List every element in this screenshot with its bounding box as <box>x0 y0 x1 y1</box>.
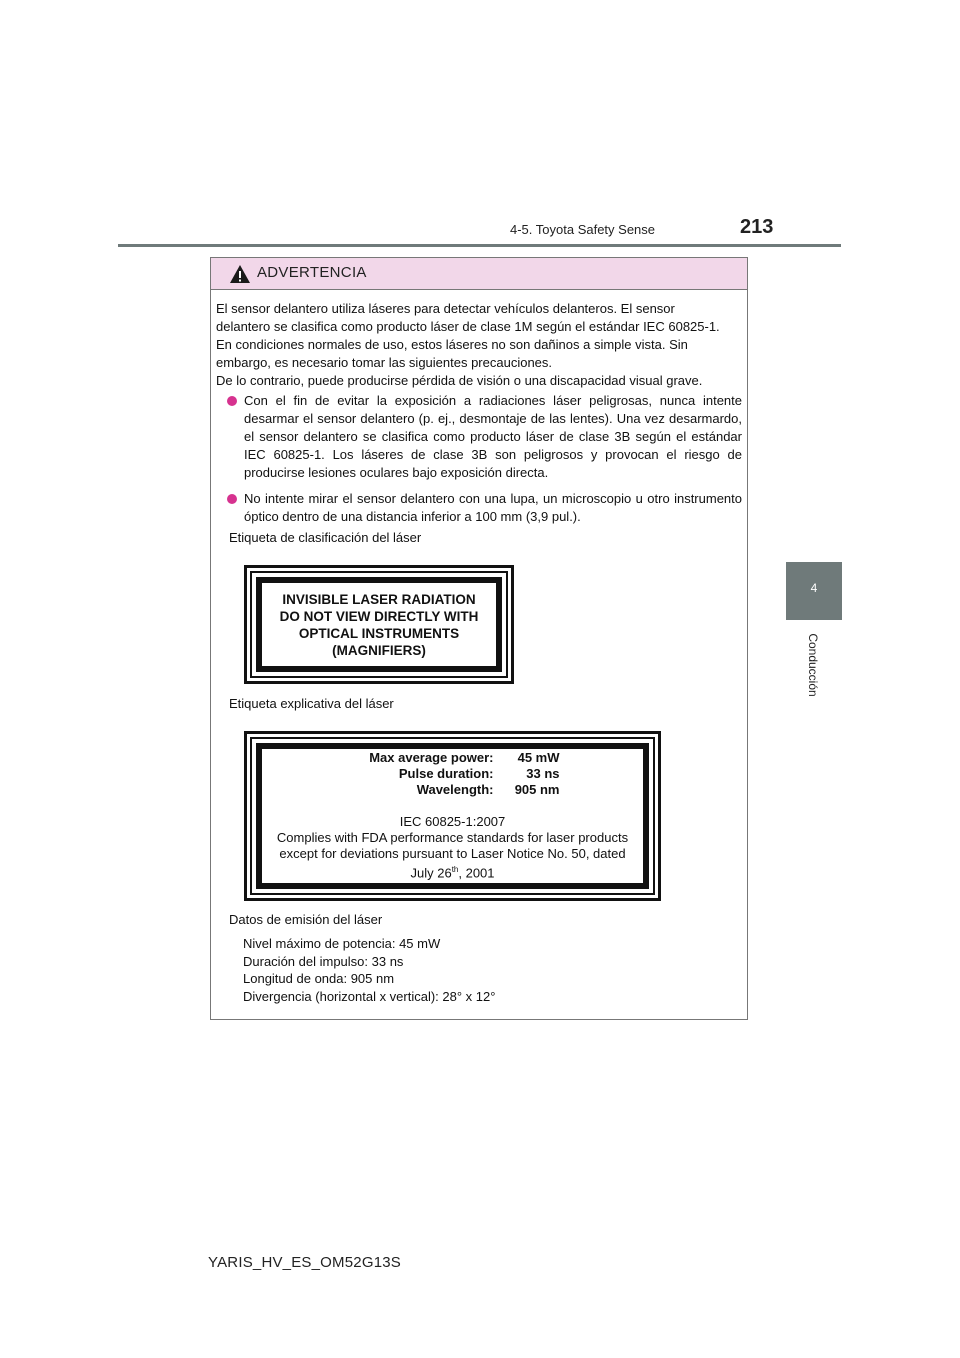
chapter-tab[interactable] <box>786 562 842 620</box>
warning-body <box>216 300 742 524</box>
spec-value: 905 nm <box>514 782 560 798</box>
intro-line: embargo, es necesario tomar las siguientes precauciones. <box>216 355 553 370</box>
warning-header <box>211 258 747 290</box>
label-line: OPTICAL INSTRUMENTS <box>298 625 460 641</box>
label-compliance: except for deviations pursuant to Laser Notice No. 50, dated <box>279 846 626 862</box>
warning-title: ADVERTENCIA <box>257 264 367 281</box>
date-suffix: , 2001 <box>458 865 495 881</box>
section-title: 4-5. Toyota Safety Sense <box>510 222 656 237</box>
warning-box <box>210 257 748 1020</box>
list-item: Divergencia (horizontal x vertical): 28° x 12° <box>243 988 496 1004</box>
list-item: Duración del impulso: 33 ns <box>243 953 404 969</box>
label-core <box>256 577 502 672</box>
warning-triangle-icon <box>229 264 251 284</box>
intro-line: De lo contrario, puede producirse pérdida de visión o una discapacidad visual grave. <box>216 373 703 388</box>
emission-data-list <box>243 935 495 1005</box>
bullet-dot-icon <box>227 396 237 406</box>
bullet-text: No intente mirar el sensor delantero con una lupa, un microscopio u otro instrumento óptico dentro de una distancia inferior a 100 mm (3,9 pul.). <box>244 491 742 524</box>
list-item <box>216 392 742 482</box>
caption-emission: Datos de emisión del láser <box>229 912 383 927</box>
spec-row <box>346 750 560 766</box>
spec-value: 45 mW <box>517 750 560 766</box>
chapter-number: 4 <box>810 581 818 595</box>
date-superscript: th <box>451 865 459 875</box>
label-line: DO NOT VIEW DIRECTLY WITH <box>279 608 479 624</box>
page-number: 213 <box>740 216 774 238</box>
laser-explanatory-label <box>244 731 661 901</box>
label-standard: IEC 60825-1:2007 <box>399 814 506 830</box>
label-line: (MAGNIFIERS) <box>332 642 426 658</box>
label-line: INVISIBLE LASER RADIATION <box>282 591 476 607</box>
intro-line: delantero se clasifica como producto láser de clase 1M según el estándar IEC 60825-1. <box>216 319 720 334</box>
spec-value: 33 ns <box>526 766 560 782</box>
document-code: YARIS_HV_ES_OM52G13S <box>208 1254 401 1271</box>
warning-bullets <box>216 392 742 534</box>
spec-key: Wavelength: <box>416 782 494 798</box>
warning-intro <box>216 300 742 390</box>
label-compliance: Complies with FDA performance standards for laser products <box>276 830 629 846</box>
date-prefix: July 26 <box>410 865 452 881</box>
list-item <box>216 490 742 526</box>
list-item: Longitud de onda: 905 nm <box>243 971 395 986</box>
intro-line: El sensor delantero utiliza láseres para detectar vehículos delanteros. El sensor <box>216 301 675 316</box>
list-item: Nivel máximo de potencia: 45 mW <box>243 936 441 951</box>
caption-classification: Etiqueta de clasificación del láser <box>229 530 422 545</box>
caption-explanatory: Etiqueta explicativa del láser <box>229 696 394 711</box>
label-core <box>256 743 649 889</box>
spec-row <box>346 766 560 782</box>
bullet-dot-icon <box>227 494 237 504</box>
bullet-text: Con el fin de evitar la exposición a radiaciones láser peligrosas, nunca intente desarmar el sensor delantero (p. ej., desmontaje de las lentes). Una vez desarmardo, el sensor delantero se clasifica como producto láser de clase 3B según el estándar IEC 60825-1. Los láseres de clase 3B son peligrosos y provocan el riesgo de producirse lesiones oculares bajo exposición directa. <box>244 393 742 480</box>
header-rule <box>118 244 841 247</box>
intro-line: En condiciones normales de uso, estos láseres no son dañinos a simple vista. Sin <box>216 337 688 352</box>
label-date <box>410 862 494 881</box>
chapter-title: Conducción <box>806 633 820 697</box>
laser-classification-label <box>244 565 514 684</box>
spec-key: Max average power: <box>369 750 494 766</box>
spec-key: Pulse duration: <box>398 766 494 782</box>
spec-row <box>346 782 560 798</box>
